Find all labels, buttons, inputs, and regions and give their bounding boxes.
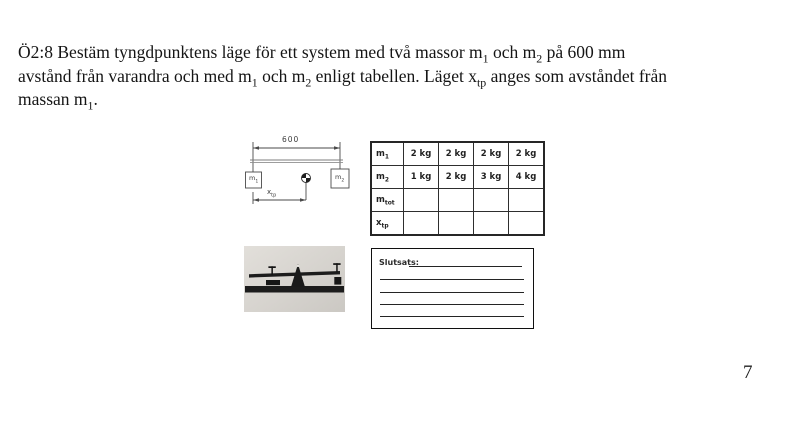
mass-system-diagram [240, 133, 370, 213]
value-cell: 1 kg [404, 166, 439, 189]
writing-line [380, 316, 524, 317]
value-cell [474, 212, 509, 236]
writing-line [380, 279, 524, 280]
subscript: 1 [482, 51, 489, 66]
label-base: x [376, 218, 382, 228]
problem-line-2 [18, 65, 770, 89]
subscript: 1 [87, 98, 94, 113]
arrowhead-icon [253, 146, 259, 150]
value-cell: 2 kg [439, 142, 474, 166]
problem-line-3 [18, 88, 770, 112]
balance-drawing [244, 246, 345, 312]
pivot-dot [297, 265, 299, 267]
arrowhead-icon [253, 198, 259, 202]
table-row [371, 166, 544, 189]
problem-text-segment: . [93, 89, 98, 109]
writing-line [409, 266, 522, 267]
problem-line-1 [18, 41, 770, 65]
value-cell [439, 189, 474, 212]
value-cell: 2 kg [439, 166, 474, 189]
label-base: x [267, 188, 272, 196]
label-base: m [376, 172, 385, 182]
label-base: m [376, 195, 385, 205]
page-number: 7 [743, 362, 753, 383]
dimension-600-label: 600 [282, 135, 300, 144]
row-label [371, 212, 404, 236]
table-row [371, 142, 544, 166]
row-label [371, 189, 404, 212]
balance-photo [244, 246, 345, 312]
problem-text-segment: avstånd från varandra och med m [18, 65, 252, 86]
value-cell [439, 212, 474, 236]
arrowhead-icon [300, 198, 306, 202]
label-base: m [249, 174, 256, 182]
value-cell: 3 kg [474, 166, 509, 189]
value-cell [509, 212, 545, 236]
xtp-dimension-label [267, 188, 277, 199]
subscript: 1 [255, 179, 259, 185]
left-weight [266, 280, 280, 285]
mass1-label [249, 174, 259, 185]
subscript: tot [384, 199, 395, 207]
subscript: 2 [341, 178, 345, 184]
subscript: tp [476, 75, 487, 89]
conclusion-label: Slutsats: [379, 258, 419, 267]
problem-text-segment: enligt tabellen. Läget x [311, 65, 477, 86]
row-label [371, 142, 404, 166]
value-cell: 4 kg [509, 166, 545, 189]
right-weight [334, 277, 341, 285]
value-cell [474, 189, 509, 212]
left-rider-cap [268, 266, 275, 268]
value-cell [404, 189, 439, 212]
problem-text-segment: Ö2:8 Bestäm tyngdpunktens läge för ett system med två massor m [18, 42, 483, 62]
problem-text-segment: och m [488, 42, 537, 62]
right-rider-cap [333, 263, 340, 265]
table-row [371, 189, 544, 212]
mass-table [370, 141, 545, 236]
writing-line [380, 292, 524, 293]
center-of-gravity-icon [302, 174, 311, 183]
table-row [371, 212, 544, 236]
value-cell: 2 kg [509, 142, 545, 166]
problem-text-segment: massan m [18, 89, 88, 109]
arrowhead-icon [334, 146, 340, 150]
subscript: 2 [384, 176, 389, 184]
value-cell: 2 kg [404, 142, 439, 166]
conclusion-box [371, 248, 534, 329]
subscript: 2 [305, 75, 312, 89]
mass2-label [335, 173, 345, 184]
writing-line [380, 304, 524, 305]
label-base: m [335, 173, 342, 181]
problem-text-segment: och m [257, 65, 306, 86]
problem-text-segment: på 600 mm [542, 42, 626, 62]
subscript: tp [271, 192, 277, 199]
row-label [371, 166, 404, 189]
diagram-drawing [240, 133, 370, 213]
subscript: 2 [536, 51, 543, 66]
problem-statement [18, 41, 770, 112]
subscript: tp [381, 222, 389, 230]
problem-text-segment: anges som avståndet från [486, 65, 668, 86]
value-cell [509, 189, 545, 212]
subscript: 1 [384, 153, 389, 161]
value-cell [404, 212, 439, 236]
subscript: 1 [251, 75, 258, 89]
value-cell: 2 kg [474, 142, 509, 166]
label-base: m [376, 149, 385, 159]
